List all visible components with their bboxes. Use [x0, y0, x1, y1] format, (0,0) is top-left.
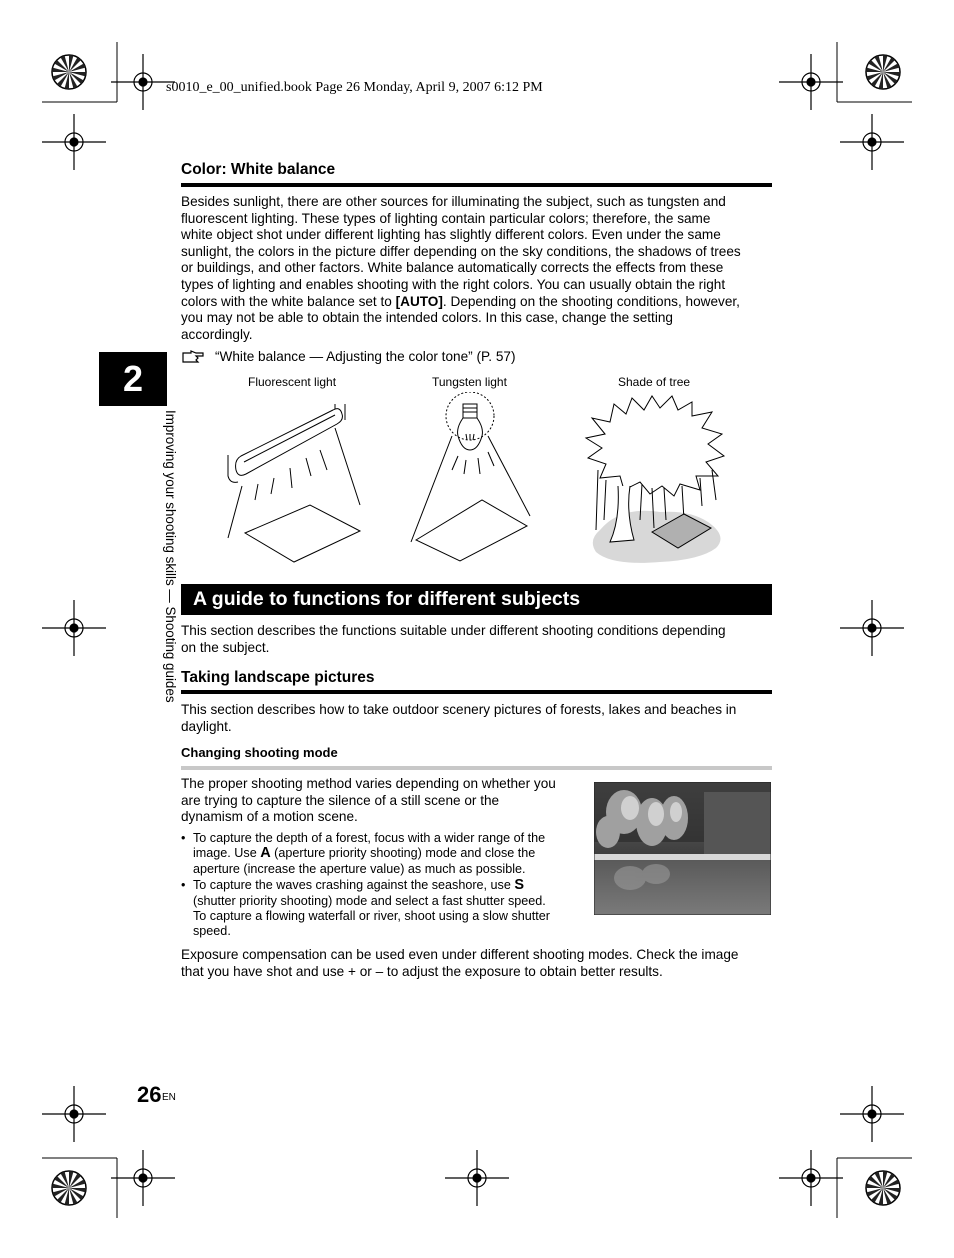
shade-label: Shade of tree — [618, 375, 691, 389]
body-line: dynamism of a motion scene. — [181, 809, 358, 825]
color-starburst-mark — [52, 1171, 86, 1205]
body-line: The proper shooting method varies depending on whether you — [181, 776, 556, 791]
heading-rule — [181, 690, 772, 694]
body-line: are trying to capture the silence of a still scene or the — [181, 792, 500, 808]
registration-mark — [42, 600, 106, 656]
color-starburst-mark — [866, 55, 900, 89]
bullet-text: To capture the waves crashing against the seashore, use — [193, 878, 515, 893]
subheading-rule — [181, 766, 772, 770]
body-text: . Depending on the shooting conditions, however, — [442, 293, 740, 309]
body-text: colors with the white balance set to — [181, 293, 396, 309]
shooting-tips-list — [181, 831, 581, 941]
color-starburst-mark — [866, 1171, 900, 1205]
page-number: 26 — [137, 1082, 162, 1107]
guide-intro — [181, 623, 781, 656]
body-line: fluorescent lighting. These types of lighting contain particular colors; therefore, the same — [181, 210, 711, 226]
bullet-line — [193, 846, 581, 861]
registration-mark — [840, 600, 904, 656]
bullet-line: To capture the depth of a forest, focus with a wider range of the — [193, 831, 546, 845]
bullet-line: To capture a flowing waterfall or river, shoot using a slow shutter — [193, 909, 550, 924]
body-line: that you have shot and use + or – to adjust the exposure to obtain better results. — [181, 963, 663, 979]
chapter-side-title: Improving your shooting skills — Shooting guides — [163, 410, 178, 703]
body-line: on the subject. — [181, 639, 270, 655]
page-language: EN — [162, 1092, 176, 1103]
list-item: • To capture the waves crashing against the seashore, use S (shutter priority shooting) mode and select a fast shutter speed. To capture a flowing waterfall or river, shoot using a slow shutter speed. — [181, 878, 581, 940]
bullet-line: (shutter priority shooting) mode and select a fast shutter speed. — [193, 893, 546, 908]
chapter-tab: 2 — [99, 352, 167, 406]
registration-mark — [42, 114, 106, 170]
body-line: white object shot under different lighting has slightly different colors. Even under the same — [181, 227, 721, 243]
white-balance-body — [181, 194, 781, 343]
tree-shade-illustration — [586, 396, 724, 563]
white-balance-heading: Color: White balance — [181, 161, 336, 178]
fluorescent-label: Fluorescent light — [248, 375, 337, 389]
reference-hand-icon — [181, 350, 207, 364]
body-line: This section describes the functions suitable under different shooting conditions depending — [181, 623, 726, 638]
aperture-mode-icon: A — [260, 845, 271, 862]
body-line: accordingly. — [181, 326, 253, 342]
registration-mark — [840, 114, 904, 170]
print-header: s0010_e_00_unified.book Page 26 Monday, April 9, 2007 6:12 PM — [166, 80, 543, 95]
lighting-illustrations — [220, 392, 740, 574]
body-line — [181, 294, 781, 311]
body-line: Besides sunlight, there are other sources for illuminating the subject, such as tungsten and — [181, 194, 726, 209]
body-line: types of lighting and enables shooting with the right colors. You can usually obtain the right — [181, 276, 726, 292]
bullet-line: speed. — [193, 924, 231, 939]
shooting-mode-subheading: Changing shooting mode — [181, 745, 338, 760]
shooting-mode-lead — [181, 776, 591, 826]
registration-mark — [111, 1150, 175, 1206]
closing-paragraph — [181, 947, 781, 980]
registration-mark — [779, 54, 843, 110]
body-line: you may not be able to obtain the intended colors. In this case, change the setting — [181, 310, 673, 326]
body-line: sunlight, the colors in the picture differ depending on the sky conditions, the shadows of trees — [181, 243, 741, 259]
bullet-line — [193, 878, 581, 893]
reference-text[interactable]: “White balance — Adjusting the color tone” (P. 57) — [215, 348, 516, 364]
tungsten-bulb-illustration — [411, 392, 530, 561]
registration-mark — [445, 1150, 509, 1206]
body-line: Exposure compensation can be used even under different shooting modes. Check the image — [181, 947, 739, 962]
color-starburst-mark — [52, 55, 86, 89]
registration-mark — [42, 1086, 106, 1142]
shutter-mode-icon: S — [514, 877, 525, 894]
tungsten-label: Tungsten light — [432, 375, 507, 389]
registration-mark — [779, 1150, 843, 1206]
list-item: • To capture the depth of a forest, focus with a wider range of the image. Use A (aperture priority shooting) mode and close the aperture (increase the aperture value) as much as possible. — [181, 831, 581, 877]
body-line: or buildings, and other factors. White balance automatically corrects the effects from these — [181, 260, 724, 276]
registration-mark — [840, 1086, 904, 1142]
bullet-text: image. Use — [193, 846, 261, 861]
heading-rule — [181, 183, 772, 187]
body-line: daylight. — [181, 718, 232, 734]
fluorescent-lamp-illustration — [228, 404, 360, 562]
landscape-intro — [181, 702, 781, 735]
bullet-text: (aperture priority shooting) mode and close the — [270, 846, 536, 861]
body-line: This section describes how to take outdoor scenery pictures of forests, lakes and beaches in — [181, 702, 737, 717]
section-banner: A guide to functions for different subjects — [181, 584, 772, 615]
bullet-line: aperture (increase the aperture value) as much as possible. — [193, 861, 526, 876]
reference-line — [181, 348, 515, 366]
forest-lake-photo — [594, 782, 771, 915]
landscape-heading: Taking landscape pictures — [181, 669, 375, 686]
auto-setting-label: [AUTO] — [395, 293, 443, 309]
